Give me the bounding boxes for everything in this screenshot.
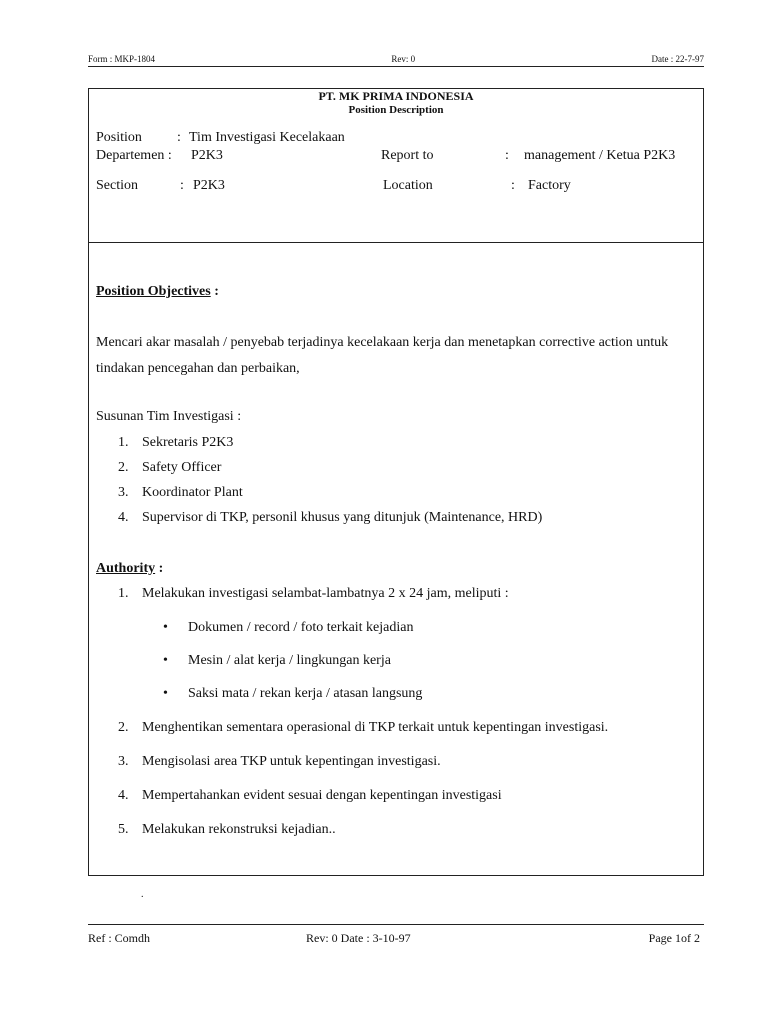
report-to-colon: : [505, 148, 509, 163]
section-value: P2K3 [193, 178, 225, 193]
section-colon: : [180, 178, 184, 193]
departemen-value: P2K3 [191, 148, 223, 163]
document-subtitle: Position Description [348, 104, 444, 116]
authority-item: Mempertahankan evident sesuai dengan kepentingan investigasi [142, 788, 502, 803]
authority-item: Menghentikan sementara operasional di TKP terkait untuk kepentingan investigasi. [142, 720, 609, 735]
team-item-number: 1. [118, 435, 129, 450]
objectives-text: Mencari akar masalah / penyebab terjadinya kecelakaan kerja dan menetapkan corrective action untuk tindakan pencegahan dan perbaikan, [96, 335, 669, 376]
location-colon: : [511, 178, 515, 193]
position-description-box [88, 88, 704, 900]
location-label: Location [383, 178, 433, 193]
form-revision: Rev: 0 [391, 54, 416, 64]
position-value: Tim Investigasi Kecelakaan [189, 130, 345, 145]
page-footer [88, 924, 704, 945]
report-to-value: management / Ketua P2K3 [524, 148, 676, 163]
authority-title: Authority [96, 561, 156, 576]
team-title: Susunan Tim Investigasi : [96, 409, 242, 424]
footer-rev-date: Rev: 0 Date : 3-10-97 [306, 931, 411, 945]
team-item: Sekretaris P2K3 [142, 435, 234, 450]
authority-item-number: 2. [118, 720, 129, 735]
authority-item-number: 4. [118, 788, 129, 803]
team-item: Koordinator Plant [142, 485, 243, 500]
team-item: Safety Officer [142, 460, 222, 475]
bullet-marker: • [163, 620, 168, 635]
objectives-title-suffix: : [210, 284, 219, 299]
position-label: Position [96, 130, 142, 145]
footer-page-number: Page 1of 2 [648, 931, 700, 945]
section-label: Section [96, 178, 138, 193]
location-value: Factory [528, 178, 571, 193]
team-item-number: 3. [118, 485, 129, 500]
authority-item: Melakukan investigasi selambat-lambatnya 2 x 24 jam, meliputi : [142, 586, 509, 601]
document-title-block [89, 89, 703, 117]
report-to-label: Report to [381, 148, 434, 163]
authority-heading [96, 561, 163, 577]
footer-ref: Ref : Comdh [88, 931, 150, 945]
authority-subitem: Dokumen / record / foto terkait kejadian [188, 620, 414, 635]
trailing-dot: . [141, 889, 144, 900]
authority-item-number: 3. [118, 754, 129, 769]
form-number: Form : MKP-1804 [88, 54, 156, 64]
bullet-marker: • [163, 686, 168, 701]
authority-subitem: Mesin / alat kerja / lingkungan kerja [188, 653, 391, 668]
authority-item: Mengisolasi area TKP untuk kepentingan investigasi. [142, 754, 441, 769]
header-divider [89, 242, 703, 243]
authority-item: Melakukan rekonstruksi kejadian.. [142, 822, 336, 837]
company-name: PT. MK PRIMA INDONESIA [318, 89, 474, 103]
departemen-label: Departemen : [96, 148, 172, 163]
authority-subitem: Saksi mata / rekan kerja / atasan langsung [188, 686, 423, 701]
form-date: Date : 22-7-97 [651, 54, 704, 64]
position-colon: : [177, 130, 181, 145]
team-item: Supervisor di TKP, personil khusus yang ditunjuk (Maintenance, HRD) [142, 510, 543, 525]
team-item-number: 4. [118, 510, 129, 525]
authority-title-suffix: : [155, 561, 164, 576]
team-item-number: 2. [118, 460, 129, 475]
authority-item-number: 1. [118, 586, 129, 601]
objectives-title: Position Objectives [96, 284, 211, 299]
authority-item-number: 5. [118, 822, 129, 837]
form-header [88, 52, 704, 67]
bullet-marker: • [163, 653, 168, 668]
objectives-heading [96, 284, 219, 300]
